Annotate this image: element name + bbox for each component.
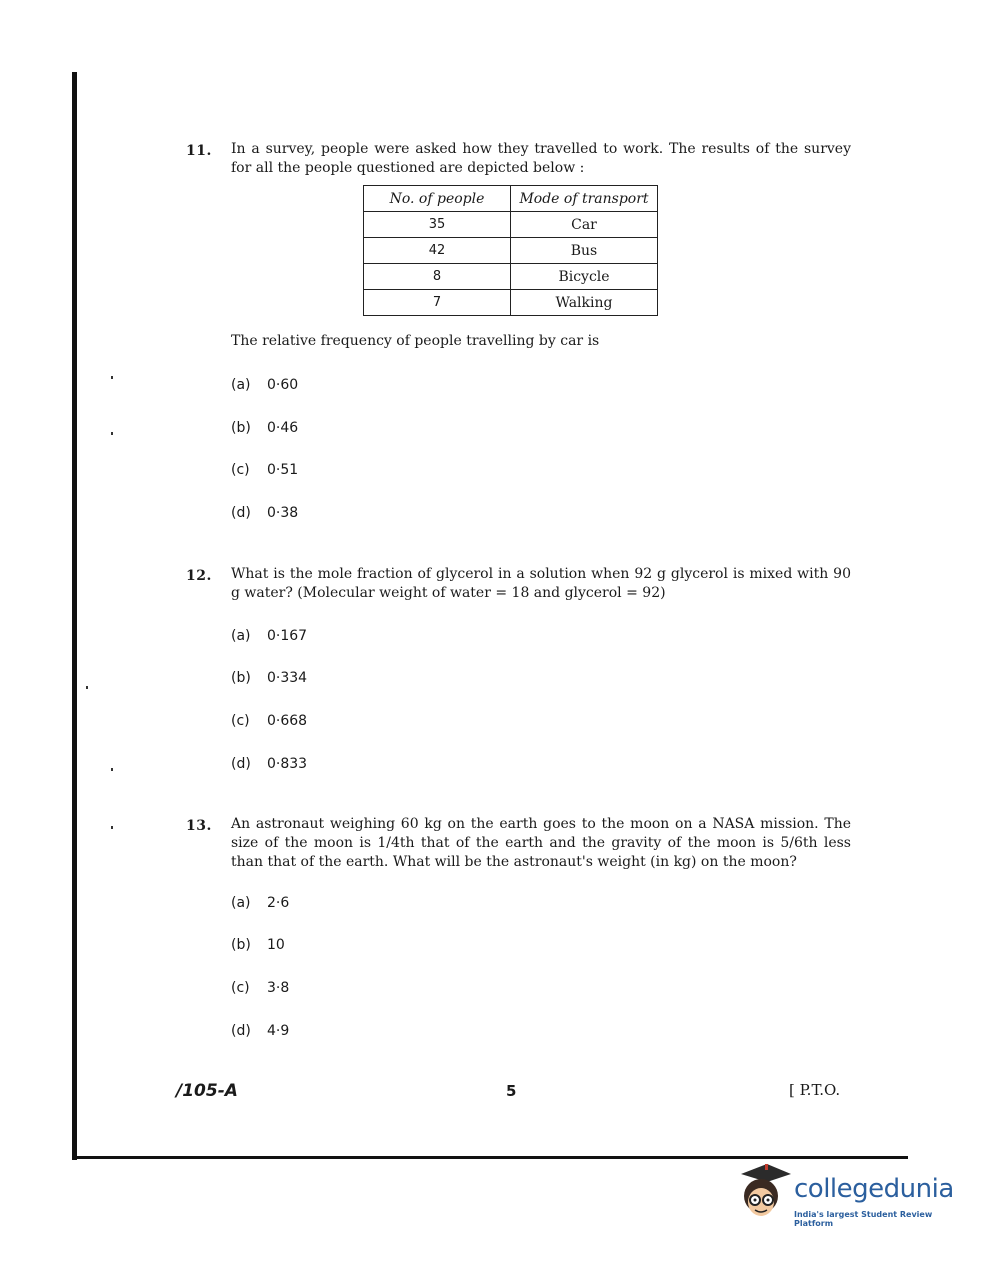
- option-c: (c) 0·51: [231, 462, 299, 478]
- left-margin-rule: [72, 72, 77, 1160]
- table-cell: Bus: [511, 238, 658, 264]
- table-cell: Walking: [511, 290, 658, 316]
- option-d: (d) 0·833: [231, 756, 308, 772]
- pto-marker: [ P.T.O.: [789, 1081, 841, 1099]
- scan-speck: [111, 376, 113, 379]
- question-text: An astronaut weighing 60 kg on the earth goes to the moon on a NASA mission. The size of the moon is 1/4th that of the earth and the gravity of the moon is 5/6th less than that of the earth. What will be the astronaut's weight (in kg) on the moon?: [231, 816, 851, 870]
- table-header-mode: Mode of transport: [511, 186, 658, 212]
- scan-speck: [111, 826, 113, 829]
- brand-tagline: India's largest Student Review Platform: [794, 1210, 933, 1228]
- table-cell: Bicycle: [511, 264, 658, 290]
- table-cell: 35: [364, 212, 511, 238]
- option-a: (a) 2·6: [231, 895, 290, 911]
- option-c: (c) 3·8: [231, 980, 290, 996]
- scan-speck: [86, 686, 88, 689]
- question-text: In a survey, people were asked how they travelled to work. The results of the survey for all the people questioned are depicted below :: [231, 141, 851, 176]
- option-b: (b) 10: [231, 937, 285, 953]
- table-cell: Car: [511, 212, 658, 238]
- question-text: What is the mole fraction of glycerol in a solution when 92 g glycerol is mixed with 90 g water? (Molecular weight of water = 18 and glycerol = 92): [231, 566, 851, 601]
- brand-name: collegedunia: [794, 1174, 954, 1204]
- table-header-people: No. of people: [364, 186, 511, 212]
- table-row: [364, 290, 658, 316]
- question-stem: The relative frequency of people travelling by car is: [231, 333, 600, 349]
- paper-code: /105-A: [176, 1081, 238, 1101]
- mascot-icon: [735, 1160, 793, 1226]
- question-number: 11.: [186, 143, 212, 159]
- option-c: (c) 0·668: [231, 713, 308, 729]
- table-row: [364, 238, 658, 264]
- table-cell: 42: [364, 238, 511, 264]
- scan-speck: [111, 768, 113, 771]
- table-cell: 8: [364, 264, 511, 290]
- scan-speck: [111, 432, 113, 435]
- question-number: 13.: [186, 818, 212, 834]
- bottom-rule: [72, 1156, 908, 1159]
- option-d: (d) 0·38: [231, 505, 299, 521]
- table-row: [364, 264, 658, 290]
- table-row: [364, 212, 658, 238]
- option-d: (d) 4·9: [231, 1023, 290, 1039]
- option-b: (b) 0·334: [231, 670, 308, 686]
- survey-table: [363, 185, 658, 316]
- option-a: (a) 0·60: [231, 377, 299, 393]
- option-a: (a) 0·167: [231, 628, 308, 644]
- table-cell: 7: [364, 290, 511, 316]
- option-b: (b) 0·46: [231, 420, 299, 436]
- collegedunia-logo: [735, 1160, 965, 1230]
- question-number: 12.: [186, 568, 212, 584]
- page-number: 5: [506, 1082, 517, 1100]
